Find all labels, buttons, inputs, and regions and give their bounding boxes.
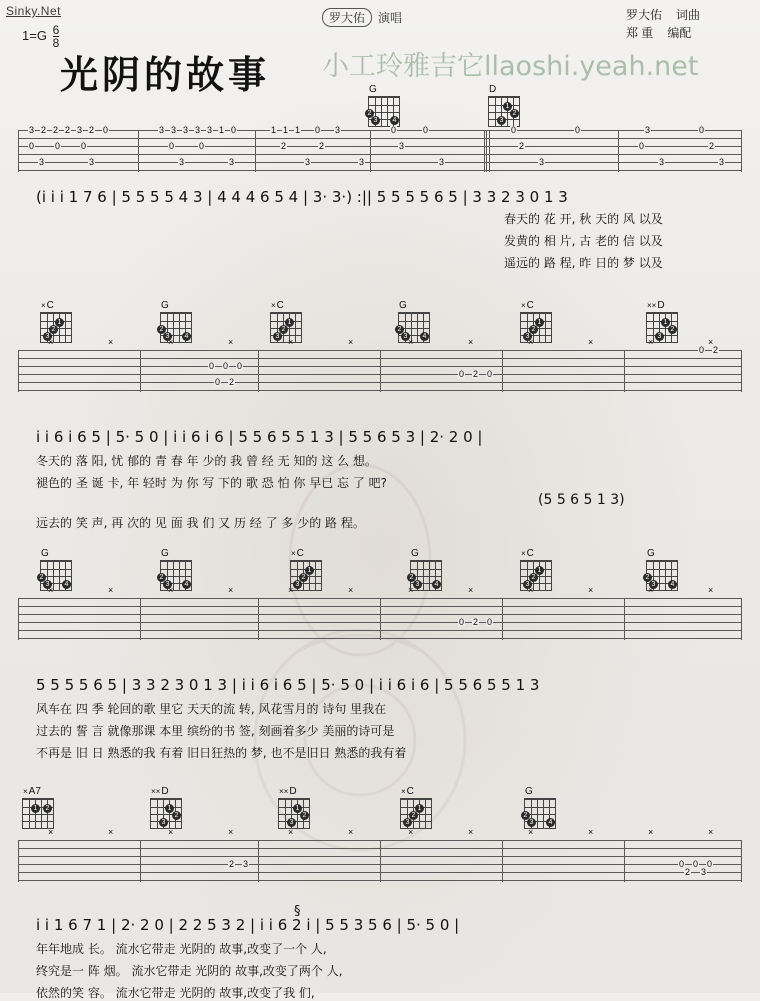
chord-diagram-g-1: G 2 3 4	[160, 300, 194, 343]
credit-name-0: 罗大佑	[625, 8, 662, 22]
chord-label: G	[369, 84, 377, 95]
chord-diagram-g-2: G 2 3 4	[398, 300, 432, 343]
lyric-line-4-3: 依然的笑 容。 流水它带走 光阴的 故事,改变了我 们,	[36, 986, 315, 1000]
chord-diagram-g-7: G 2 3 4	[524, 786, 558, 829]
performer-name: 罗大佑	[322, 8, 372, 27]
credits-block	[612, 6, 700, 42]
tablature-staff-1: 3 2 2 2 3 2 0 3 3 3 3 3 1 0 1 1 1 0 3 0 0 0 0 3 0 0 0 0 0 0 2 2 3 2 0 2 3 3 3 3 3 3 3 3 3 3	[18, 130, 742, 172]
numbered-notation-4: i i 1 6 7 1 | 2· 2 0 | 2 2 5 3 2 | i i 6 2 i | 5 5 3 5 6 | 5· 5 0 |	[36, 916, 460, 934]
key-and-time-signature: 1=G $\frac{6}{8}$	[22, 23, 60, 50]
chord-label: ××D	[279, 786, 297, 797]
chord-label: G	[525, 786, 533, 797]
performer-credit	[322, 8, 402, 27]
performer-label: 演唱	[378, 11, 403, 25]
numbered-notation-3: 5 5 5 5 6 5 | 3 3 2 3 0 1 3 | i i 6 i 6 5 | 5· 5 0 | i i 6 i 6 | 5 5 6 5 5 1 3	[36, 676, 540, 694]
chord-label: G	[399, 300, 407, 311]
credit-role-0: 词曲	[675, 8, 700, 22]
chord-diagram-c-2: ×C 1 2 3	[270, 300, 304, 343]
lyric-line-1-1: 春天的 花 开, 秋 天的 风 以及	[504, 212, 663, 226]
chord-diagram-d-3: ××D 1 2 3	[278, 786, 312, 829]
chord-label: ×C	[521, 548, 534, 559]
chord-label: ×C	[521, 300, 534, 311]
chord-diagram-g: G 2 3 4	[368, 84, 402, 127]
lyric-line-3-3: 不再是 旧 日 熟悉的我 有着 旧日狂热的 梦, 也不是旧日 熟悉的我有着	[36, 746, 407, 760]
time-signature: $\frac{6}{8}$	[52, 23, 60, 50]
system-4	[18, 786, 742, 1000]
tablature-staff-2: 0 0 0 0 2 0 2 0 0 2 × × × × × × × × × × × ×	[18, 350, 742, 392]
page-title: 光阴的故事	[60, 53, 271, 97]
chord-label: G	[647, 548, 655, 559]
lyric-line-2-3: 远去的 笑 声, 再 次的 见 面 我 们 又 历 经 了 多 少的 路 程。	[36, 516, 365, 530]
chord-label: G	[161, 548, 169, 559]
chord-label: G	[41, 548, 49, 559]
numbered-notation-2-extra: (5 5 6 5 1 3)	[538, 492, 625, 508]
chord-label: D	[489, 84, 497, 95]
chord-label: G	[411, 548, 419, 559]
chord-diagram-c-4: ×C 1 2 3	[290, 548, 324, 591]
chord-label: ×C	[41, 300, 54, 311]
system-3	[18, 548, 742, 760]
chord-diagram-d: D 1 2 3	[488, 84, 522, 127]
system-1	[18, 84, 742, 270]
chord-diagram-g-6: G 2 3 4	[646, 548, 680, 591]
chord-label: ×C	[271, 300, 284, 311]
chord-label: ×C	[291, 548, 304, 559]
credit-role-1: 编配	[667, 26, 692, 40]
lyric-line-3-1: 风车在 四 季 轮回的歌 里它 天天的流 转, 风花雪月的 诗句 里我在	[36, 702, 387, 716]
chord-label: ×C	[401, 786, 414, 797]
chord-diagram-g-5: G 2 3 4	[410, 548, 444, 591]
lyric-line-4-1: 年年地成 长。 流水它带走 光阴的 故事,改变了一个 人,	[36, 942, 327, 956]
lyric-line-3-2: 过去的 誓 言 就像那课 本里 缤纷的书 签, 刻画着多少 美丽的诗可是	[36, 724, 395, 738]
lyric-line-1-2: 发黄的 相 片, 古 老的 信 以及	[504, 234, 663, 248]
chord-label: G	[161, 300, 169, 311]
site-watermark: Sinky.Net	[6, 4, 61, 18]
chord-label: ×A7	[23, 786, 41, 797]
lyric-line-2-1: 冬天的 落 阳, 忧 郁的 青 春 年 少的 我 曾 经 无 知的 这 么 想。	[36, 454, 377, 468]
chord-label: ××D	[647, 300, 665, 311]
lyric-line-2-2: 褪色的 圣 诞 卡, 年 轻时 为 你 写 下的 歌 恐 怕 你 早已 忘 了 吧?	[36, 476, 388, 490]
segno-mark: §	[294, 904, 301, 919]
chord-diagram-d-1: ××D 1 2 3	[646, 300, 680, 343]
chord-diagram-c-5: ×C 1 2 3	[520, 548, 554, 591]
credit-name-1: 郑 重	[625, 26, 654, 40]
chord-diagram-c-3: ×C 1 2 3	[520, 300, 554, 343]
chord-diagram-g-4: G 2 3 4	[160, 548, 194, 591]
lyric-line-4-2: 终究是一 阵 烟。 流水它带走 光阴的 故事,改变了两个 人,	[36, 964, 343, 978]
chord-diagram-a7: ×A7 1 2	[22, 786, 56, 829]
tablature-staff-4: 2 3 0 0 0 2 3 × × × × × × × × × × × ×	[18, 840, 742, 882]
numbered-notation-1: (i i i 1 7 6 | 5 5 5 5 4 3 | 4 4 4 6 5 4 | 3· 3·) :|| 5 5 5 5 6 5 | 3 3 2 3 0 1 3	[36, 188, 568, 206]
chord-label: ××D	[151, 786, 169, 797]
url-watermark: 小工玲雅吉它llaoshi.yeah.net	[322, 51, 699, 82]
numbered-notation-2: i i 6 i 6 5 | 5· 5 0 | i i 6 i 6 | 5 5 6 5 5 1 3 | 5 5 6 5 3 | 2· 2 0 |	[36, 428, 483, 446]
chord-diagram-c-1: ×C 1 2 3	[40, 300, 74, 343]
chord-diagram-d-2: ××D 1 2 3	[150, 786, 184, 829]
chord-diagram-g-3: G 2 3 4	[40, 548, 74, 591]
lyric-line-1-3: 遥远的 路 程, 昨 日的 梦 以及	[504, 256, 663, 270]
chord-diagram-c-6: ×C 1 2 3	[400, 786, 434, 829]
system-2	[18, 300, 742, 530]
tablature-staff-3: 0 2 0 × × × × × × × × × × × ×	[18, 598, 742, 640]
